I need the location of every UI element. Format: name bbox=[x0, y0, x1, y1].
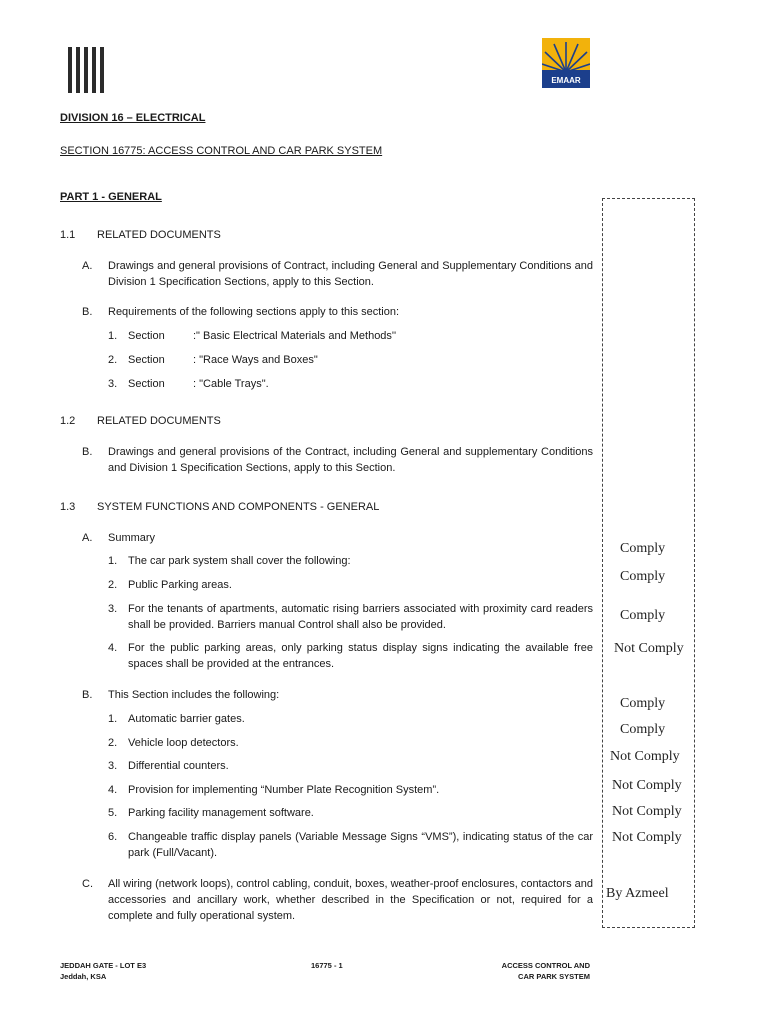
item-letter: B. bbox=[82, 306, 93, 318]
list-item: Parking facility management software. bbox=[128, 807, 314, 819]
list-number: 4. bbox=[108, 784, 118, 796]
list-value: : "Cable Trays". bbox=[193, 378, 269, 390]
list-number: 2. bbox=[108, 354, 118, 366]
list-number: 1. bbox=[108, 713, 118, 725]
subsection-title: This Section includes the following: bbox=[108, 689, 280, 701]
comply-annotation: By Azmeel bbox=[606, 886, 669, 901]
item-letter: A. bbox=[82, 260, 93, 272]
paragraph: Drawings and general provisions of the Contract, including General and supplementary Conditions and Division 1 Specification Sections, apply to this Section. bbox=[108, 446, 593, 474]
list-number: 3. bbox=[108, 603, 118, 615]
list-item: Automatic barrier gates. bbox=[128, 713, 245, 725]
comply-annotation: Comply bbox=[620, 541, 666, 556]
list-item: Vehicle loop detectors. bbox=[128, 737, 239, 749]
list-number: 3. bbox=[108, 760, 118, 772]
list-item: For the public parking areas, only parking status display signs indicating the available free spaces shall be provided at the entrances. bbox=[128, 642, 593, 670]
section-title: RELATED DOCUMENTS bbox=[97, 229, 221, 241]
logo-text: EMAAR bbox=[551, 76, 581, 85]
list-number: 6. bbox=[108, 831, 118, 843]
list-number: 3. bbox=[108, 378, 118, 390]
footer-project: JEDDAH GATE - LOT E3 bbox=[60, 961, 147, 970]
list-label: Section bbox=[128, 354, 165, 366]
paragraph: All wiring (network loops), control cabling, conduit, boxes, weather-proof enclosures, contactors and accessories and ancillary work, whether described in the Specification or not, required for a complete and fully operational system. bbox=[108, 878, 593, 922]
list-number: 2. bbox=[108, 737, 118, 749]
list-number: 2. bbox=[108, 579, 118, 591]
comply-annotation: Not Comply bbox=[612, 778, 682, 793]
comply-annotation: Comply bbox=[620, 608, 666, 623]
list-item: Changeable traffic display panels (Variable Message Signs “VMS”), indicating status of the car park (Full/Vacant). bbox=[128, 831, 593, 859]
item-letter: A. bbox=[82, 532, 93, 544]
list-item: Public Parking areas. bbox=[128, 579, 232, 591]
list-number: 4. bbox=[108, 642, 118, 654]
section-number: 1.1 bbox=[60, 229, 76, 241]
footer-page-number: 16775 - 1 bbox=[311, 961, 343, 970]
list-item: The car park system shall cover the following: bbox=[128, 555, 351, 567]
comply-annotation: Not Comply bbox=[612, 830, 682, 845]
comply-annotation: Not Comply bbox=[614, 641, 684, 656]
section-number: 1.3 bbox=[60, 501, 76, 513]
footer-title-line1: ACCESS CONTROL AND bbox=[501, 961, 590, 970]
list-number: 5. bbox=[108, 807, 118, 819]
part-heading: PART 1 - GENERAL bbox=[60, 191, 162, 203]
footer-title-line2: CAR PARK SYSTEM bbox=[518, 972, 590, 981]
comply-annotation: Comply bbox=[620, 722, 666, 737]
section-number: 1.2 bbox=[60, 415, 76, 427]
item-letter: C. bbox=[82, 878, 93, 890]
section-title: RELATED DOCUMENTS bbox=[97, 415, 221, 427]
list-value: : "Race Ways and Boxes" bbox=[193, 354, 318, 366]
footer-location: Jeddah, KSA bbox=[60, 972, 107, 981]
list-item: Differential counters. bbox=[128, 760, 229, 772]
section-heading: SECTION 16775: ACCESS CONTROL AND CAR PARK SYSTEM bbox=[60, 145, 383, 157]
emaar-logo bbox=[542, 38, 590, 88]
list-number: 1. bbox=[108, 555, 118, 567]
paragraph: Drawings and general provisions of Contract, including General and Supplementary Conditions and Division 1 Specification Sections, apply to this Section. bbox=[108, 260, 593, 288]
list-item: Provision for implementing “Number Plate Recognition System”. bbox=[128, 784, 440, 796]
list-label: Section bbox=[128, 330, 165, 342]
list-number: 1. bbox=[108, 330, 118, 342]
list-value: :" Basic Electrical Materials and Methods'' bbox=[193, 330, 397, 342]
comply-annotation: Not Comply bbox=[610, 749, 680, 764]
paragraph: Requirements of the following sections apply to this section: bbox=[108, 306, 400, 318]
item-letter: B. bbox=[82, 446, 93, 458]
company-mark-icon bbox=[68, 47, 105, 93]
list-label: Section bbox=[128, 378, 165, 390]
subsection-title: Summary bbox=[108, 532, 156, 544]
comply-annotation: Comply bbox=[620, 696, 666, 711]
section-title: SYSTEM FUNCTIONS AND COMPONENTS - GENERAL bbox=[97, 501, 380, 513]
item-letter: B. bbox=[82, 689, 93, 701]
comply-annotation: Not Comply bbox=[612, 804, 682, 819]
list-item: For the tenants of apartments, automatic rising barriers associated with proximity card readers shall be provided. Barriers manual Control shall also be provided. bbox=[128, 603, 593, 631]
comply-annotation: Comply bbox=[620, 569, 666, 584]
division-heading: DIVISION 16 – ELECTRICAL bbox=[60, 112, 206, 124]
